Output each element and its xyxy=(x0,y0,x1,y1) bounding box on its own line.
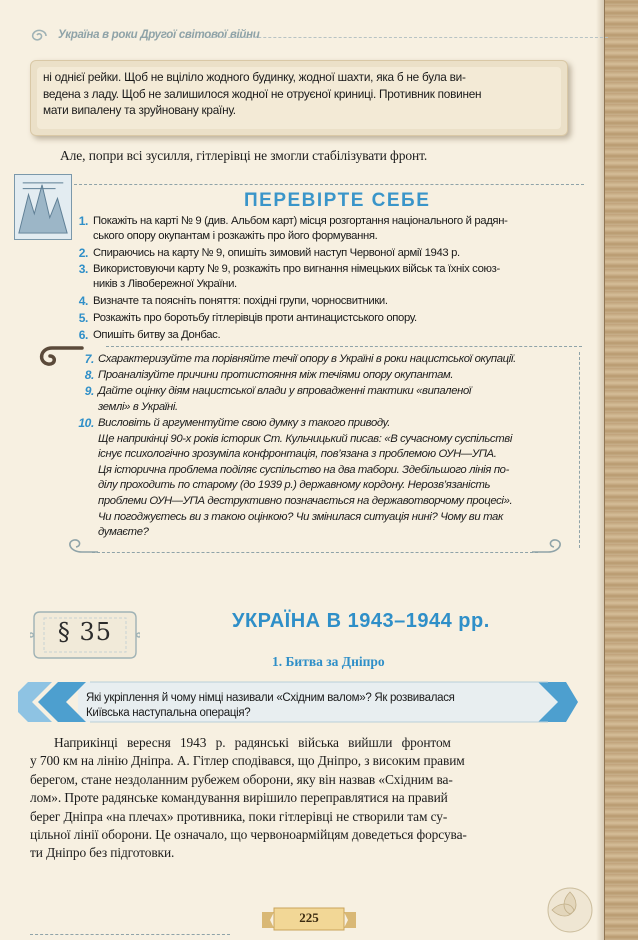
question-line: Ця історична проблема поділяє суспільство на два табори. Здебільшого лінія по- xyxy=(98,463,510,476)
question-number: 3. xyxy=(78,262,88,276)
question-text xyxy=(93,246,573,261)
main-text-line: цільної лінії оборони. Це означало, що червоноармійцям доведеться форсува- xyxy=(30,827,467,843)
question-number: 7. xyxy=(84,352,94,366)
question-line: Розкажіть про боротьбу гітлерівців проти антинацистського опору. xyxy=(93,312,417,324)
question-line: Проаналізуйте причини протистояння між течіями опору окупантам. xyxy=(98,369,454,381)
main-text-line: берег Дніпра «на плечах» противника, поки гітлерівці не створили там су- xyxy=(30,808,448,824)
question-number: 2. xyxy=(78,246,88,260)
question-number: 1. xyxy=(78,214,88,228)
question-line: ського опору окупантам і розкажіть про його формування. xyxy=(93,230,378,242)
page-edge-shadow xyxy=(596,0,604,940)
intro-sentence: Але, попри всі зусилля, гітлерівці не змогли стабілізувати фронт. xyxy=(60,148,428,163)
question-number: 5. xyxy=(78,311,88,325)
question-line: Ще наприкінці 90-х років історик Ст. Кульчицький писав: «В сучасному суспільстві xyxy=(98,432,513,445)
main-text-line: лом». Проте радянське командування вирішило переправлятися на правий xyxy=(30,790,448,806)
question-line: Схарактеризуйте та порівняйте течії опору в Україні в роки нацистської окупації. xyxy=(98,353,516,365)
swirl-ornament-right-icon xyxy=(530,536,570,560)
question-text xyxy=(93,262,573,292)
question-text xyxy=(93,214,573,244)
check-yourself-title: ПЕРЕВІРТЕ СЕБЕ xyxy=(244,190,431,211)
question-line: Опишіть битву за Донбас. xyxy=(93,329,221,341)
main-text-line: у 700 км на лінію Дніпра. А. Гітлер сподівався, що Дніпро, з високим правим xyxy=(30,753,465,769)
question-line: ників з Лівобережної України. xyxy=(93,278,237,290)
subsection-title: 1. Битва за Дніпро xyxy=(272,654,385,669)
swirl-ornament-left-icon xyxy=(60,536,100,560)
question-line: ділу проходить по старому (до 1939 р.) державному кордону. Нерозв’язаність xyxy=(98,479,491,492)
question-line: землі» в Україні. xyxy=(98,400,178,413)
question-line: Чи погоджуєтесь ви з такою оцінкою? Чи змінилася ситуація нині? Чому ви так xyxy=(98,510,503,523)
quote-box xyxy=(30,60,568,136)
lesson-question-line: Які укріплення й чому німці називали «Східним валом»? Як розвивалася xyxy=(86,692,455,704)
check-yourself-section xyxy=(14,174,582,564)
lesson-question-line: Київська наступальна операція? xyxy=(86,707,251,719)
illustration-thumbnail-icon xyxy=(14,174,72,240)
question-line: Спираючись на карту № 9, опишіть зимовий наступ Червоної армії 1943 р. xyxy=(93,247,460,259)
chapter-title: УКРАЇНА В 1943–1944 рр. xyxy=(232,610,490,632)
swirl-ornament-icon xyxy=(28,26,50,46)
running-head-title: Україна в роки Другої світової війни xyxy=(58,29,260,41)
question-line: Використовуючи карту № 9, розкажіть про вигнання німецьких військ та їхніх союз- xyxy=(93,263,500,275)
quote-line: ведена з ладу. Щоб не залишилося жодної не отруєної криниці. Противник повинен xyxy=(43,86,482,101)
question-text xyxy=(98,368,574,384)
question-text xyxy=(93,311,573,326)
question-text xyxy=(93,294,573,309)
advanced-questions-list xyxy=(68,352,580,548)
main-text-line: берегом, стане нездоланним рубежем оборони, яку він назвав «Східним ва- xyxy=(30,771,453,787)
question-text xyxy=(98,416,574,541)
lesson-question xyxy=(86,691,536,721)
corner-flower-ornament-icon xyxy=(530,870,600,940)
question-line: проблеми ОУН—УПА деструктивно позначається на державотворчому процесі». xyxy=(98,494,513,507)
main-text-line: Наприкінці вересня 1943 р. радянські війська вийшли фронтом xyxy=(54,735,451,750)
question-number: 4. xyxy=(78,294,88,308)
question-number: 6. xyxy=(78,328,88,342)
quote-line: ні однієї рейки. Щоб не вціліло жодного будинку, жодної шахти, яка б не була ви- xyxy=(43,70,466,84)
section-divider xyxy=(74,184,584,185)
question-number: 8. xyxy=(84,368,94,382)
wood-edge-decoration xyxy=(604,0,638,940)
main-text-line: ти Дніпро без підготовки. xyxy=(30,845,175,861)
question-line: Визначте та поясніть поняття: похідні групи, чорносвитники. xyxy=(93,295,388,307)
question-line: думаєте? xyxy=(98,526,149,539)
page-number: 225 xyxy=(299,910,319,925)
question-number: 10. xyxy=(78,416,94,430)
question-line: Дайте оцінку діям нацистської влади у впровадженні тактики «випаленої xyxy=(98,385,472,397)
main-text xyxy=(30,734,560,863)
quote-line: мати випалену та зруйновану країну. xyxy=(43,103,236,117)
running-head-divider xyxy=(208,37,608,38)
advanced-divider-bottom xyxy=(92,552,538,553)
running-head xyxy=(28,26,588,46)
quote-text xyxy=(43,69,553,119)
question-number: 9. xyxy=(84,384,94,398)
footer-divider xyxy=(30,934,230,935)
question-text xyxy=(98,352,574,368)
advanced-divider-top xyxy=(106,346,582,347)
question-text xyxy=(98,384,574,415)
question-line: існує психологічно зрозуміла конфронтація, пов’язана з проблемою ОУН—УПА. xyxy=(98,448,497,461)
paragraph-number: § 35 xyxy=(57,618,113,646)
question-line: Покажіть на карті № 9 (див. Альбом карт) місця розгортання національного й радян- xyxy=(93,215,508,227)
question-line: Висловіть й аргументуйте свою думку з такого приводу. xyxy=(98,417,390,429)
question-text xyxy=(93,328,573,343)
